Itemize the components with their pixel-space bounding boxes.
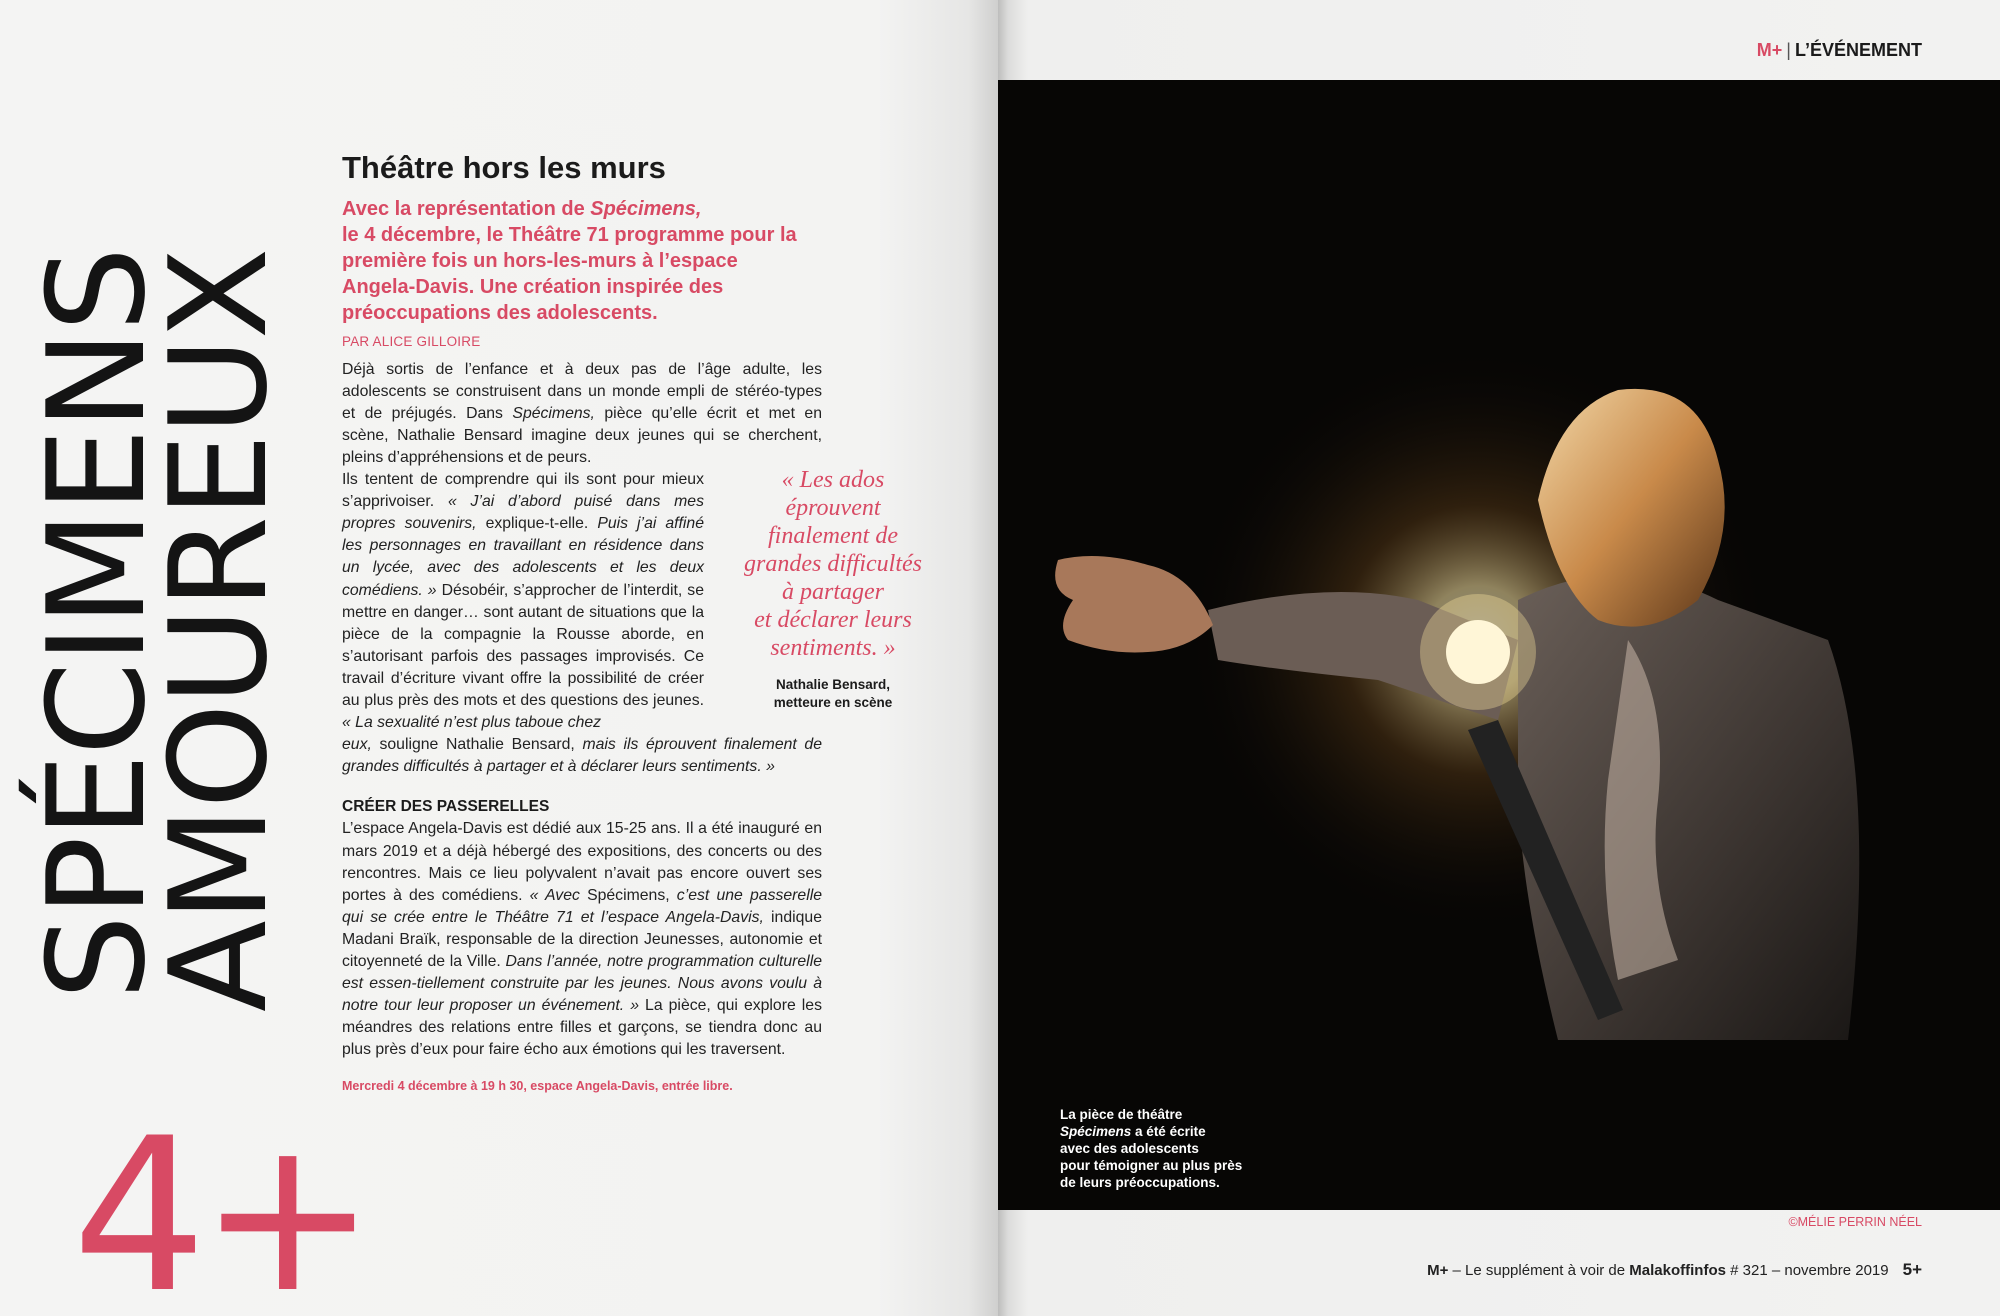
body-quote: Dans l’année, notre programmation culturelle est essen-tiellement construite par les jeunes. Nous avons voulu à notre tour leur proposer un événement. » bbox=[342, 952, 822, 1015]
pull-quote-author bbox=[728, 676, 938, 712]
pull-quote-line: finalement de bbox=[768, 523, 898, 549]
section-name: L’ÉVÉNEMENT bbox=[1794, 40, 1922, 60]
vertical-title-line-1: SPÉCIMENS bbox=[19, 248, 175, 1000]
pull-quote-line: « Les ados bbox=[781, 467, 885, 493]
body-paragraph-1 bbox=[342, 359, 822, 469]
caption-line: La pièce de théâtre bbox=[1060, 1107, 1183, 1122]
pull-quote-line: sentiments. » bbox=[770, 635, 896, 661]
header-separator: | bbox=[1786, 40, 1791, 60]
body-quote: mais ils éprouvent finalement de grandes difficultés à partager et à déclarer leurs sentiments. » bbox=[342, 736, 822, 776]
subheading: CRÉER DES PASSERELLES bbox=[342, 798, 550, 816]
event-practical-info: Mercredi 4 décembre à 19 h 30, espace Angela-Davis, entrée libre. bbox=[342, 1079, 733, 1094]
vertical-title-line-2: AMOUREUX bbox=[141, 249, 297, 1012]
article-lede bbox=[342, 196, 812, 326]
lede-italic: Spécimens, bbox=[590, 197, 702, 220]
body-paragraph-4 bbox=[342, 818, 822, 1061]
body-quote: « J’ai d’abord puisé dans mes propres souvenirs, bbox=[342, 493, 704, 533]
pull-quote-line: à partager bbox=[782, 579, 884, 605]
author-name: Nathalie Bensard, bbox=[775, 677, 891, 692]
caption-line: avec des adolescents bbox=[1060, 1141, 1199, 1156]
photo-credit: ©MÉLIE PERRIN NÉEL bbox=[1788, 1215, 1922, 1229]
article-headline: Théâtre hors les murs bbox=[342, 150, 666, 185]
body-paragraph-3 bbox=[342, 734, 822, 778]
caption-line: de leurs préoccupations. bbox=[1060, 1175, 1220, 1190]
body-italic: Spécimens, bbox=[512, 404, 595, 422]
age-rating-number: 4+ bbox=[72, 1092, 369, 1316]
stage-photo-illustration bbox=[998, 80, 2000, 1210]
caption-line: pour témoigner au plus près bbox=[1060, 1158, 1243, 1173]
body-text: pièce qu’elle écrit et met en scène, Nathalie Bensard imagine deux jeunes qui se cherchent, pleins d’appréhensions et de peurs. bbox=[342, 404, 822, 467]
caption-line: a été écrite bbox=[1131, 1124, 1206, 1139]
body-text: Ils tentent de comprendre qui ils sont pour mieux s’apprivoiser. bbox=[342, 471, 704, 511]
brand-logo: M+ bbox=[1756, 40, 1783, 60]
body-quote: « La sexualité n’est plus taboue chez bbox=[342, 714, 602, 732]
pull-quote-line: et déclarer leurs bbox=[754, 607, 912, 633]
body-text: Spécimens, bbox=[579, 886, 677, 904]
body-quote: « Avec bbox=[529, 886, 580, 904]
caption-italic: Spécimens bbox=[1060, 1124, 1132, 1139]
footer-text: – Le supplément à voir de bbox=[1448, 1262, 1630, 1279]
photo-caption bbox=[1060, 1106, 1242, 1191]
lede-text: le 4 décembre, le Théâtre 71 programme pour la première fois un hors-les-murs à l’espace Angela-Davis. Une création inspirée des préoccupations des adolescents. bbox=[342, 223, 797, 324]
body-text: Déjà sortis de l’enfance et à deux pas de l’âge adulte, les adolescents se construisent dans un monde empli de stéréo-types et de préjugés. Dans bbox=[342, 360, 822, 422]
stage-photo bbox=[998, 80, 2000, 1210]
body-text: L’espace Angela-Davis est dédié aux 15-25 ans. Il a été inauguré en mars 2019 et a déjà hébergé des expositions, des concerts ou des rencontres. Mais ce lieu polyvalent n’avait pas encore ouvert ses portes à des comédiens. bbox=[342, 820, 822, 904]
pull-quote-line: éprouvent bbox=[785, 495, 881, 521]
pull-quote-text bbox=[728, 466, 938, 662]
footer-publication: Malakoffinfos bbox=[1629, 1262, 1726, 1279]
author-role: metteure en scène bbox=[773, 695, 893, 710]
page-number: 5+ bbox=[1902, 1260, 1922, 1279]
body-text: explique-t-elle. bbox=[476, 515, 598, 533]
left-page bbox=[0, 0, 998, 1316]
body-text: Désobéir, s’approcher de l’interdit, se mettre en danger… sont autant de situations que la pièce de la compagnie la Rousse aborde, en s’autorisant parfois des passages improvisés. Ce travail d’écriture vivant offre la possibilité de créer au plus près des mots et des questions des jeunes. bbox=[342, 581, 704, 710]
pull-quote-line: grandes difficultés bbox=[744, 551, 922, 577]
body-quote: c’est une passerelle qui se crée entre le Théâtre 71 et l’espace Angela-Davis, bbox=[342, 886, 823, 926]
footer-brand: M+ bbox=[1427, 1262, 1449, 1279]
page-footer bbox=[1427, 1260, 1922, 1280]
pull-quote bbox=[728, 466, 938, 712]
byline: PAR ALICE GILLOIRE bbox=[342, 333, 481, 349]
footer-issue: # 321 – novembre 2019 bbox=[1725, 1262, 1889, 1279]
body-text: La pièce, qui explore les méandres des relations entre filles et garçons, se tiendra donc au plus près d’eux pour faire écho aux émotions qui les traversent. bbox=[342, 997, 822, 1059]
body-text: indique Madani Braïk, responsable de la direction Jeunesses, autonomie et citoyenneté de la Ville. bbox=[342, 908, 822, 970]
body-quote: eux, bbox=[342, 736, 372, 754]
body-text: souligne Nathalie Bensard, bbox=[371, 736, 583, 754]
lede-text: Avec la représentation de bbox=[342, 197, 591, 220]
body-paragraph-2 bbox=[342, 469, 704, 734]
right-page bbox=[998, 0, 2000, 1316]
body-quote: Puis j’ai affiné les personnages en travaillant en résidence dans un lycée, avec des adolescents et les deux comédiens. » bbox=[342, 515, 705, 599]
section-header bbox=[1757, 40, 1922, 61]
